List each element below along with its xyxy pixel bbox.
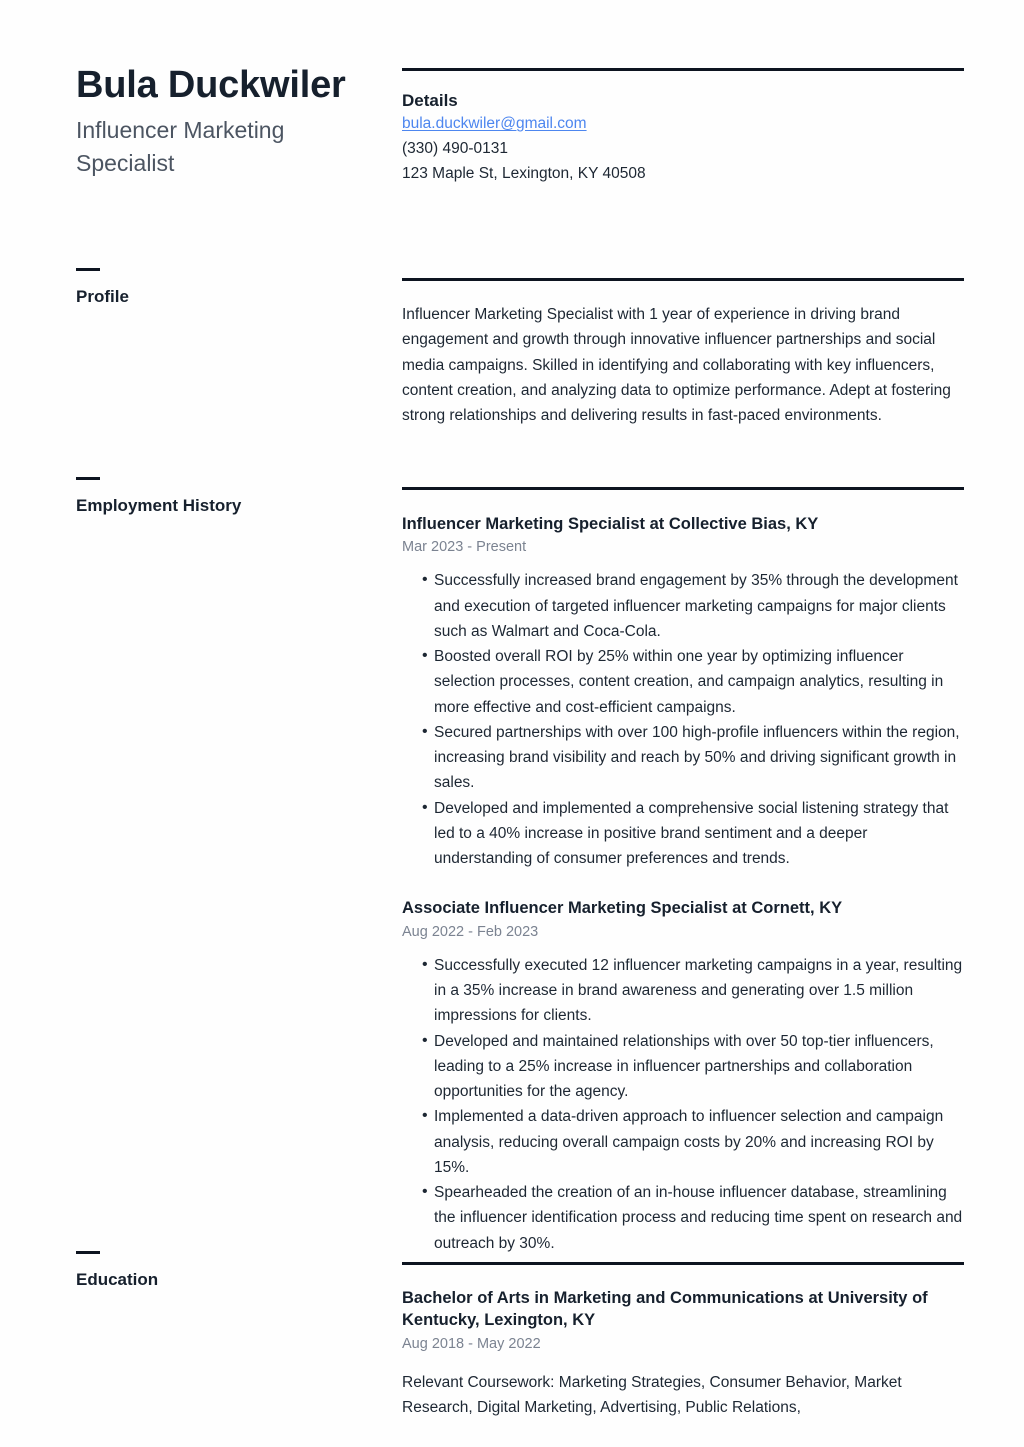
details-email-row [402,111,964,136]
job-title: Influencer Marketing Specialist [76,117,285,177]
list-item: • Secured partnerships with over 100 high-profile influencers within the region, increasing brand visibility and reach by 50% and driving significant growth in sales. [402,720,964,796]
employment-entries [402,513,964,1256]
name-block [76,0,386,180]
address-text: 123 Maple St, Lexington, KY 40508 [402,165,646,183]
section-divider [402,487,964,490]
entry-bullet-list [402,953,964,1256]
education-entry [402,1287,964,1420]
list-item: • Successfully increased brand engagement by 35% through the development and execution of targeted influencer marketing campaigns for major clients such as Walmart and Coca-Cola. [402,568,964,644]
dash-icon [76,1251,100,1254]
list-item: • Spearheaded the creation of an in-house influencer database, streamlining the influencer identification process and reducing time spent on research and outreach by 30%. [402,1180,964,1256]
entry-date: Mar 2023 - Present [402,539,527,556]
list-item: • Implemented a data-driven approach to influencer selection and campaign analysis, reducing overall campaign costs by 20% and increasing ROI by 15%. [402,1104,964,1180]
dash-icon [76,268,100,271]
sidebar-item-profile [76,268,386,307]
entry-title: Associate Influencer Marketing Specialist at Cornett, KY [402,899,843,918]
list-item: • Developed and implemented a comprehensive social listening strategy that led to a 40% increase in positive brand sentiment and a deeper understanding of consumer preferences and trends. [402,796,964,872]
section-divider [402,278,964,281]
profile-text: Influencer Marketing Specialist with 1 year of experience in driving brand engagement and growth through innovative influencer partnerships and social media campaigns. Skilled in identifying and collaborating with key influencers, content creation, and analyzing data to optimize performance. Adept at fostering strong relationships and delivering results in fast-paced environments. [402,306,951,424]
sidebar-item-education [76,1251,386,1290]
entry-description: Relevant Coursework: Marketing Strategies, Consumer Behavior, Market Research, Digital Marketing, Advertising, Public Relations, [402,1373,902,1416]
employment-entry [402,513,964,871]
entry-title: Influencer Marketing Specialist at Collective Bias, KY [402,515,819,533]
list-item: • Boosted overall ROI by 25% within one year by optimizing influencer selection processes, content creation, and campaign analytics, resulting in more effective and cost-efficient campaigns. [402,644,964,720]
list-item: • Successfully executed 12 influencer marketing campaigns in a year, resulting in a 35% increase in brand awareness and generating over 1.5 million impressions for clients. [402,953,964,1029]
phone-text: (330) 490-0131 [402,140,508,158]
sidebar-item-employment-history [76,477,386,516]
education-entries [402,1287,964,1420]
sidebar-label-education: Education [76,1270,159,1289]
dash-icon [76,477,100,480]
entry-date: Aug 2018 - May 2022 [402,1335,541,1352]
sidebar-label-profile: Profile [76,287,129,306]
employment-entry [402,897,964,1255]
entry-title: Bachelor of Arts in Marketing and Communications at University of Kentucky, Lexington, KY [402,1289,928,1330]
employment-section [402,487,964,1256]
page-title: Bula Duckwiler [76,64,346,106]
section-divider [402,68,964,71]
profile-section [402,278,964,428]
list-item: • Developed and maintained relationships with over 50 top-tier influencers, leading to a 25% increase in influencer partnerships and collaboration opportunities for the agency. [402,1029,964,1105]
left-column [76,0,386,1289]
section-divider [402,1262,964,1265]
entry-date: Aug 2022 - Feb 2023 [402,923,539,940]
details-section [402,68,964,187]
email-link[interactable]: bula.duckwiler@gmail.com [402,115,587,133]
sidebar-label-employment-history: Employment History [76,496,242,515]
education-section [402,1262,964,1420]
entry-bullet-list [402,568,964,871]
details-heading: Details [402,91,458,110]
